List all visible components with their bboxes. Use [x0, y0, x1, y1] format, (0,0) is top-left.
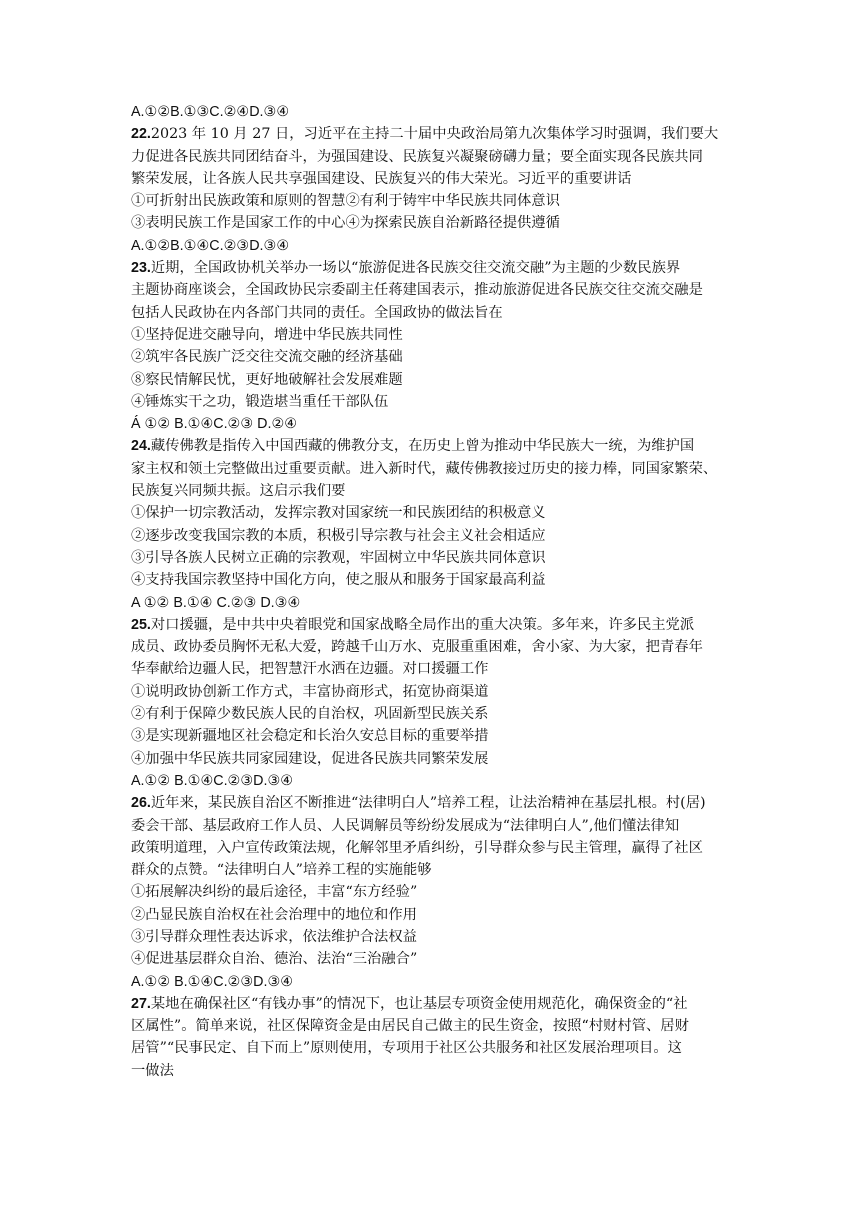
document-page	[131, 101, 731, 1082]
line-text: ④促进基层群众自治、德治、法治“三治融合”	[131, 951, 418, 968]
text-line	[131, 212, 731, 234]
line-text: 繁荣发展，让各族人民共享强国建设、民族复兴的伟大荣光。习近平的重要讲话	[131, 170, 632, 187]
text-line	[131, 725, 731, 747]
line-text: ①说明政协创新工作方式，丰富协商形式，拓宽协商渠道	[131, 683, 489, 700]
text-line	[131, 636, 731, 658]
line-text: 近期，全国政协机关举办一场以“旅游促进各民族交往交流交融”为主题的少数民族界	[150, 260, 681, 277]
answer-options-line	[131, 592, 731, 614]
text-line	[131, 1060, 731, 1082]
text-line	[131, 458, 731, 480]
line-text: 民族复兴同频共振。这启示我们要	[131, 483, 346, 500]
text-line	[131, 480, 731, 502]
line-text: ①保护一切宗教活动，发挥宗教对国家统一和民族团结的积极意义	[131, 505, 546, 522]
line-text: 一做法	[131, 1062, 174, 1079]
text-line	[131, 703, 731, 725]
line-text: ③引导各族人民树立正确的宗教观，牢固树立中华民族共同体意识	[131, 549, 546, 566]
text-line	[131, 525, 731, 547]
question-line	[131, 435, 731, 457]
line-text: 藏传佛教是指传入中国西藏的佛教分支，在历史上曾为推动中华民族大一统，为维护国	[150, 438, 695, 455]
text-line	[131, 369, 731, 391]
line-text: ②逐步改变我国宗教的本质，积极引导宗教与社会主义社会相适应	[131, 527, 546, 544]
line-text: ②有利于保障少数民族人民的自治权，巩固新型民族关系	[131, 706, 489, 723]
text-line	[131, 391, 731, 413]
line-text: 成员、政协委员胸怀无私大爱，跨越千山万水、克服重重困难，舍小家、为大家，把青春年	[131, 639, 703, 656]
answer-options-line	[131, 770, 731, 792]
answer-options-text: A.①②B.①③C.②④D.③④	[131, 104, 290, 120]
text-line	[131, 569, 731, 591]
line-text: 华奉献给边疆人民，把智慧汗水洒在边疆。对口援疆工作	[131, 661, 489, 678]
line-text: ①拓展解决纠纷的最后途径，丰富“东方经验”	[131, 884, 418, 901]
text-line	[131, 904, 731, 926]
text-line	[131, 1037, 731, 1059]
text-line	[131, 926, 731, 948]
line-text: ①可折射出民族政策和原则的智慧②有利于铸牢中华民族共同体意识	[131, 193, 560, 210]
text-line	[131, 658, 731, 680]
text-line	[131, 502, 731, 524]
text-line	[131, 748, 731, 770]
text-line	[131, 859, 731, 881]
line-text: 居管”“民事民定、自下而上”原则使用，专项用于社区公共服务和社区发展治理项目。这	[131, 1040, 682, 1057]
answer-options-line	[131, 101, 731, 123]
question-line	[131, 257, 731, 279]
line-text: 主题协商座谈会，全国政协民宗委副主任蒋建国表示，推动旅游促进各民族交往交流交融是	[131, 282, 703, 299]
line-text: ③引导群众理性表达诉求，依法维护合法权益	[131, 928, 417, 945]
line-text: 某地在确保社区“有钱办事”的情况下，也让基层专项资金使用规范化，确保资金的“社	[150, 995, 688, 1012]
line-text: 政策明道理，入户宣传政策法规，化解邻里矛盾纠纷，引导群众参与民主管理，赢得了社区	[131, 839, 703, 856]
line-text: 包括人民政协在内各部门共同的责任。全国政协的做法旨在	[131, 304, 503, 321]
line-text: ④加强中华民族共同家园建设，促进各民族共同繁荣发展	[131, 750, 489, 767]
answer-options-text: A ①② B.①④ C.②③ D.③④	[131, 594, 301, 611]
text-line	[131, 547, 731, 569]
text-line	[131, 190, 731, 212]
question-line	[131, 123, 731, 145]
question-number: 26.	[131, 795, 151, 812]
line-text: 力促进各民族共同团结奋斗，为强国建设、民族复兴凝聚磅礴力量；要全面实现各民族共同	[131, 148, 703, 165]
line-text: ④支持我国宗教坚持中国化方向，使之服从和服务于国家最高利益	[131, 572, 546, 589]
answer-options-line	[131, 971, 731, 993]
text-line	[131, 279, 731, 301]
line-text: ②凸显民族自治权在社会治理中的地位和作用	[131, 906, 417, 923]
question-number: 24.	[131, 438, 151, 455]
answer-options-text: A.①② B.①④C.②③D.③④	[131, 973, 294, 990]
text-line	[131, 681, 731, 703]
text-line	[131, 302, 731, 324]
line-text: 家主权和领土完整做出过重要贡献。进入新时代，藏传佛教接过历史的接力棒，同国家繁荣、	[131, 460, 718, 477]
document-text	[131, 101, 731, 1082]
text-line	[131, 168, 731, 190]
text-line	[131, 1015, 731, 1037]
question-number: 22.	[131, 126, 151, 143]
question-number: 25.	[131, 616, 151, 633]
line-text: 区属性”。简单来说，社区保障资金是由居民自己做主的民生资金，按照“村财村管、居财	[131, 1018, 689, 1035]
line-text: ⑧察民情解民忧，更好地破解社会发展难题	[131, 371, 403, 388]
line-text: 对口援疆，是中共中央着眼党和国家战略全局作出的重大决策。多年来，许多民主党派	[150, 616, 695, 633]
question-number: 23.	[131, 260, 151, 277]
answer-options-line	[131, 413, 731, 435]
line-text: 群众的点赞。“法律明白人”培养工程的实施能够	[131, 862, 432, 879]
question-line	[131, 792, 731, 814]
text-line	[131, 837, 731, 859]
text-line	[131, 346, 731, 368]
text-line	[131, 948, 731, 970]
answer-options-text: A.①② B.①④C.②③D.③④	[131, 772, 294, 789]
line-text: ①坚持促进交融导向，增进中华民族共同性	[131, 326, 403, 343]
line-text: ③是实现新疆地区社会稳定和长治久安总目标的重要举措	[131, 728, 489, 745]
question-number: 27.	[131, 995, 151, 1012]
line-text: 2023 年 10 月 27 日，习近平在主持二十届中央政治局第九次集体学习时强调，我们要大	[150, 126, 719, 143]
question-line	[131, 614, 731, 636]
text-line	[131, 324, 731, 346]
answer-options-text: A.①②B.①④C.②③D.③④	[131, 237, 290, 254]
text-line	[131, 146, 731, 168]
line-text: 委会干部、基层政府工作人员、人民调解员等纷纷发展成为“法律明白人”,他们懂法律知	[131, 817, 680, 834]
line-text: ③表明民族工作是国家工作的中心④为探索民族自治新路径提供遵循	[131, 215, 560, 232]
answer-options-text: Á ①② B.①④C.②③ D.②④	[131, 416, 298, 433]
text-line	[131, 881, 731, 903]
line-text: ④锤炼实干之功，锻造堪当重任干部队伍	[131, 393, 389, 410]
question-line	[131, 993, 731, 1015]
line-text: 近年来，某民族自治区不断推进“法律明白人”培养工程，让法治精神在基层扎根。村(居)	[150, 795, 706, 812]
text-line	[131, 815, 731, 837]
line-text: ②筑牢各民族广泛交往交流交融的经济基础	[131, 349, 403, 366]
answer-options-line	[131, 235, 731, 257]
